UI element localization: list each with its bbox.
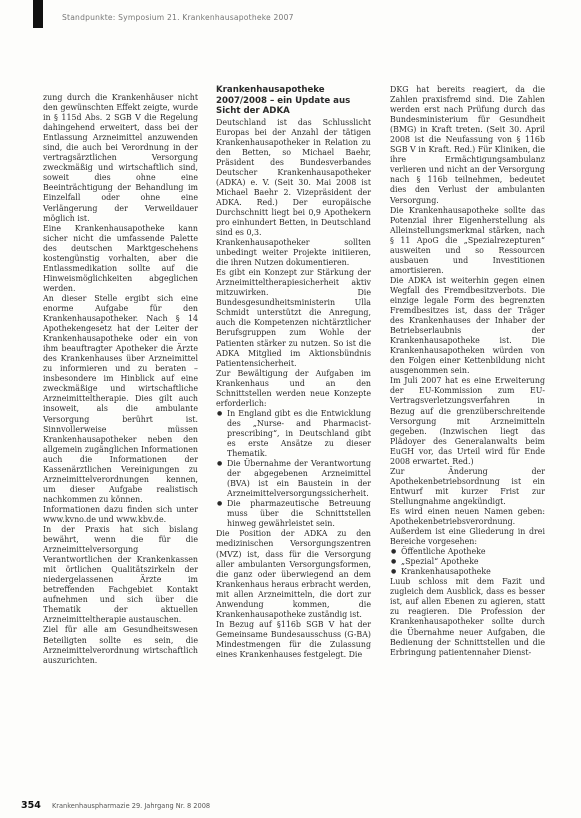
paragraph: Die Krankenhausapotheke sollte das Potenzial ihrer Eigenherstellung als Alleinstellungsmerkmal stärken, nach § 11 ApoG die „Spezialrezepturen“ ausweiten und so Ressourcen ausbauen und Investitionen amortisieren. <box>390 205 545 275</box>
paragraph: DKG hat bereits reagiert, da die Zahlen praxisfremd sind. Die Zahlen werden erst nach Prüfung durch das Bundesministerium für Gesundheit (BMG) in Kraft treten. (Seit 30. April 2008 ist die Neufassung von § 116b SGB V in Kraft. Red.) Für Kliniken, die ihre Ermächtigungsambulanz verlieren und nicht an der Versorgung nach § 116b teilnehmen, bedeutet dies den Verlust der ambulanten Versorgung. <box>390 85 545 205</box>
paragraph: Luub schloss mit dem Fazit und zugleich dem Ausblick, dass es besser ist, auf allen Ebenen zu agieren, statt zu reagieren. Die Profession der Krankenhausapotheker sollte durch die Übernahme neuer Aufgaben, die Bedienung der Schnittstellen und die Erbringung patientennaher Dienst- <box>390 577 545 657</box>
list-item: ● Die pharmazeutische Betreuung muss über die Schnittstellen hinweg gewährleistet sein. <box>216 499 371 529</box>
paragraph: Ziel für alle am Gesundheitswesen Beteiligten sollte es sein, die Arzneimittelverordnung wirtschaftlich auszurichten. <box>43 625 198 665</box>
list-item: ● Öffentliche Apotheke <box>390 547 545 557</box>
journal-reference: Krankenhauspharmazie 29. Jahrgang Nr. 8 2008 <box>51 802 211 810</box>
paragraph: In Bezug auf §116b SGB V hat der Gemeinsame Bundesausschuss (G-BA) Mindestmengen für die Zulassung eines Krankenhauses festgelegt. Die <box>216 619 371 659</box>
paragraph: Informationen dazu finden sich unter www.kvno.de und www.kbv.de. <box>43 504 198 524</box>
paragraph: Die ADKA ist weiterhin gegen einen Wegfall des Fremdbesitzverbots. Die einzige legale Form des begrenzten Fremdbesitzes ist, dass der Träger des Krankenhauses der Inhaber der Betriebserlaubnis der Krankenhausapotheke ist. Die Krankenhausapotheken würden von den Folgen einer Kettenbildung nicht ausgenommen sein. <box>390 275 545 376</box>
paragraph: An dieser Stelle ergibt sich eine enorme Aufgabe für den Krankenhausapotheker. Nach § 14 Apothekengesetz hat der Leiter der Krankenhausapotheke oder ein von ihm beauftragter Apotheker die Ärzte des Krankenhauses über Arzneimittel zu informieren und zu beraten – insbesondere im Hinblick auf eine zweckmäßige und wirtschaftliche Arzneimitteltherapie. Dies gilt auch insoweit, als die ambulante Versorgung berührt ist. Sinnvollerweise müssen Krankenhausapotheker neben den allgemein zugänglichen Informationen auch die Informationen der Kassenärztlichen Vereinigungen zu Arzneimittelverordnungen kennen, um dieser Aufgabe realistisch nachkommen zu können. <box>43 293 198 504</box>
running-header: Standpunkte: Symposium 21. Krankenhausapotheke 2007 <box>62 13 294 22</box>
text-column-1 <box>43 93 198 666</box>
paragraph: Zur Änderung der Apothekenbetriebsordnung ist ein Entwurf mit kurzer Frist zur Stellungnahme angekündigt. <box>390 466 545 506</box>
paragraph: zung durch die Krankenhäuser nicht den gewünschten Effekt zeigte, wurde in § 115d Abs. 2 SGB V die Regelung dahingehend erweitert, dass bei der Entlassung Arzneimittel anzuwenden sind, die auch bei Verordnung in der vertragsärztlichen Versorgung zweckmäßig und wirtschaftlich sind, soweit dies ohne eine Beeinträchtigung der Behandlung im Einzelfall oder ohne eine Verlängerung der Verweildauer möglich ist. <box>43 93 198 223</box>
page-footer <box>21 793 211 811</box>
paragraph: Es wird einen neuen Namen geben: Apothekenbetriebsverordnung. Außerdem ist eine Gliederung in drei Bereiche vorgesehen: <box>390 506 545 547</box>
section-heading: Krankenhausapotheke 2007/2008 – ein Update aus Sicht der ADKA <box>216 85 351 116</box>
list-item: ● Die Übernahme der Verantwortung der abgegebenen Arzneimittel (BVA) ist ein Baustein in der Arzneimittelversorgungssicherheit. <box>216 459 371 499</box>
paragraph: Es gibt ein Konzept zur Stärkung der Arzneimitteltherapiesicherheit aktiv mitzuwirken. Die Bundesgesundheitsministerin Ulla Schmidt unterstützt die Anregung, auch die Kompetenzen nichtärztlicher Berufsgruppen zum Wohle der Patienten stärker zu nutzen. So ist die ADKA Mitglied im Aktionsbündnis Patientensicherheit. <box>216 268 371 368</box>
list-item: ● In England gibt es die Entwicklung des „Nurse- and Pharmacist-prescribing“, in Deutschland gibt es erste Ansätze zu dieser Thematik. <box>216 409 371 459</box>
paragraph: Zur Bewältigung der Aufgaben im Krankenhaus und an den Schnittstellen werden neue Konzepte erforderlich: <box>216 368 371 408</box>
bullet-list <box>390 547 545 577</box>
bullet-list <box>216 409 371 530</box>
paragraph: In der Praxis hat sich bislang bewährt, wenn die für die Arzneimittelversorgung Verantwortlichen der Krankenkassen mit örtlichen Qualitätszirkeln der niedergelassenen Ärzte im betreffenden Fachgebiet Kontakt aufnehmen und sich über die Thematik der aktuellen Arzneimitteltherapie austauschen. <box>43 525 198 625</box>
list-item: ● „Spezial“ Apotheke <box>390 557 545 567</box>
paragraph: Deutschland ist das Schlusslicht Europas bei der Anzahl der tätigen Krankenhausapotheker in Relation zu den Betten, so Michael Baehr, Präsident des Bundesverbandes Deutscher Krankenhausapotheker (ADKA) e. V. (Seit 30. Mai 2008 ist Michael Baehr 2. Vizepräsident der ADKA. Red.) Der europäische Durchschnitt liegt bei 0,9 Apothekern pro einhundert Betten, in Deutschland sind es 0,3. <box>216 117 371 238</box>
paragraph: Krankenhausapotheker sollten unbedingt weiter Projekte initiieren, die ihren Nutzen dokumentieren. <box>216 238 371 268</box>
page-number: 354 <box>21 800 41 811</box>
paragraph: Im Juli 2007 hat es eine Erweiterung der EU-Kommission zum EU-Vertragsverletzungsverfahren in Bezug auf die grenzüberschreitende Versorgung mit Arzneimitteln gegeben. (Inzwischen liegt das Plädoyer des Generalanwalts beim EuGH vor, das Urteil wird für Ende 2008 erwartet. Red.) <box>390 376 545 466</box>
text-column-2 <box>216 85 371 660</box>
header-marker-bar <box>33 0 43 28</box>
list-item: ● Krankenhausapotheke <box>390 567 545 577</box>
paragraph: Die Position der ADKA zu den medizinischen Versorgungszentren (MVZ) ist, dass für die Versorgung aller ambulanten Versorgungsformen, die ganz oder überwiegend an dem Krankenhaus heraus erbracht werden, mit allen Arzneimitteln, die dort zur Anwendung kommen, die Krankenhausapotheke zuständig ist. <box>216 529 371 619</box>
text-column-3 <box>390 85 545 658</box>
paragraph: Eine Krankenhausapotheke kann sicher nicht die umfassende Palette des deutschen Marktgeschehens kostengünstig vorhalten, aber die Entlassmedikation sollte auf die Hinweismöglichkeiten abgeglichen werden. <box>43 223 198 293</box>
